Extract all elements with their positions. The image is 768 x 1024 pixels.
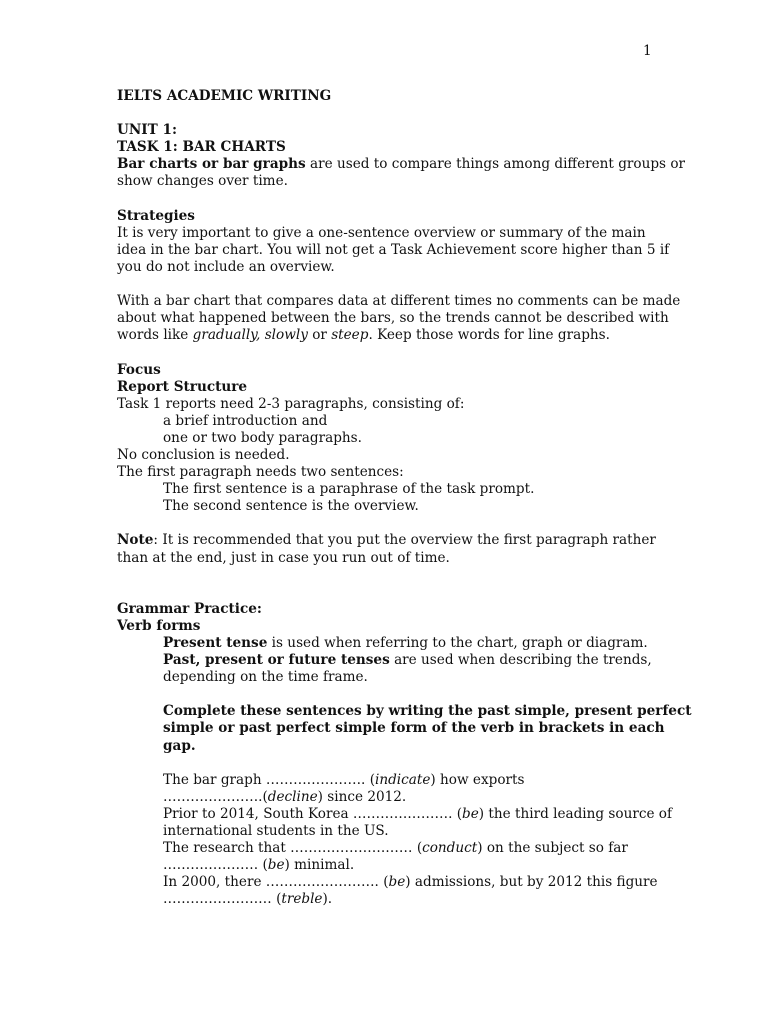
instruction-line: gap. xyxy=(163,737,196,754)
verb-forms-heading: Verb forms xyxy=(117,617,201,634)
page-number: 1 xyxy=(643,43,652,59)
focus-line: The first paragraph needs two sentences: xyxy=(117,464,404,481)
intro-bold-term: Bar charts or bar graphs xyxy=(117,156,306,173)
strategies-p2-line: words like gradually, slowly or steep. Keep those words for line graphs. xyxy=(117,327,610,344)
document-title: IELTS ACADEMIC WRITING xyxy=(117,88,332,104)
focus-line: a brief introduction and xyxy=(163,412,328,429)
unit-heading: UNIT 1: xyxy=(117,122,177,139)
verb-prompt: conduct xyxy=(422,840,478,857)
verb-prompt: decline xyxy=(267,788,318,805)
exercise-line: ………………… (be) minimal. xyxy=(163,857,355,874)
strategies-p1-line: It is very important to give a one-sentence overview or summary of the main xyxy=(117,224,646,241)
report-structure-heading: Report Structure xyxy=(117,378,248,395)
focus-heading: Focus xyxy=(117,361,161,378)
exercise-line: In 2000, there ……………………. (be) admissions, but by 2012 this figure xyxy=(163,874,658,891)
intro-line-1: Bar charts or bar graphs are used to compare things among different groups or xyxy=(117,156,686,173)
italic-words: gradually, slowly xyxy=(192,327,308,344)
exercise-line: international students in the US. xyxy=(163,823,389,840)
exercise-line: Prior to 2014, South Korea …………………. (be) the third leading source of xyxy=(163,805,673,822)
verb-prompt: be xyxy=(462,805,479,822)
grammar-line: depending on the time frame. xyxy=(163,669,368,686)
focus-line: The second sentence is the overview. xyxy=(163,498,419,515)
focus-line: No conclusion is needed. xyxy=(117,446,290,463)
focus-line: Task 1 reports need 2-3 paragraphs, consisting of: xyxy=(117,395,465,412)
italic-word: steep xyxy=(331,327,369,344)
grammar-heading: Grammar Practice: xyxy=(117,600,262,617)
verb-prompt: be xyxy=(267,857,285,874)
strategies-p2-line: With a bar chart that compares data at different times no comments can be made xyxy=(117,293,681,310)
grammar-line: Past, present or future tenses are used when describing the trends, xyxy=(163,652,652,669)
exercise-line: The bar graph …………………. (indicate) how exports xyxy=(163,771,525,788)
verb-prompt: indicate xyxy=(375,771,431,788)
note-line-1: Note: It is recommended that you put the overview the first paragraph rather xyxy=(117,532,656,549)
document-body xyxy=(117,88,692,909)
intro-line-2: show changes over time. xyxy=(117,173,288,190)
focus-line: The first sentence is a paraphrase of the task prompt. xyxy=(163,481,535,498)
strategies-heading: Strategies xyxy=(117,207,195,224)
focus-line: one or two body paragraphs. xyxy=(163,429,362,446)
exercise-line: ………………….(decline) since 2012. xyxy=(163,788,407,805)
strategies-p1-line: idea in the bar chart. You will not get a Task Achievement score higher than 5 if xyxy=(117,241,670,258)
task-heading: TASK 1: BAR CHARTS xyxy=(117,139,286,156)
strategies-p2-line: about what happened between the bars, so the trends cannot be described with xyxy=(117,310,669,327)
exercise-line: …………………… (treble). xyxy=(163,891,333,908)
verb-prompt: treble xyxy=(281,891,323,908)
grammar-line: Present tense is used when referring to the chart, graph or diagram. xyxy=(163,635,648,651)
exercise-line: The research that ……………………… (conduct) on the subject so far xyxy=(163,840,628,857)
note-label: Note xyxy=(117,532,154,549)
instruction-line: simple or past perfect simple form of the verb in brackets in each xyxy=(163,720,665,737)
note-line-2: than at the end, just in case you run out of time. xyxy=(117,549,450,566)
instruction-line: Complete these sentences by writing the past simple, present perfect xyxy=(163,703,692,720)
verb-prompt: be xyxy=(388,874,406,891)
strategies-p1-line: you do not include an overview. xyxy=(117,258,335,275)
